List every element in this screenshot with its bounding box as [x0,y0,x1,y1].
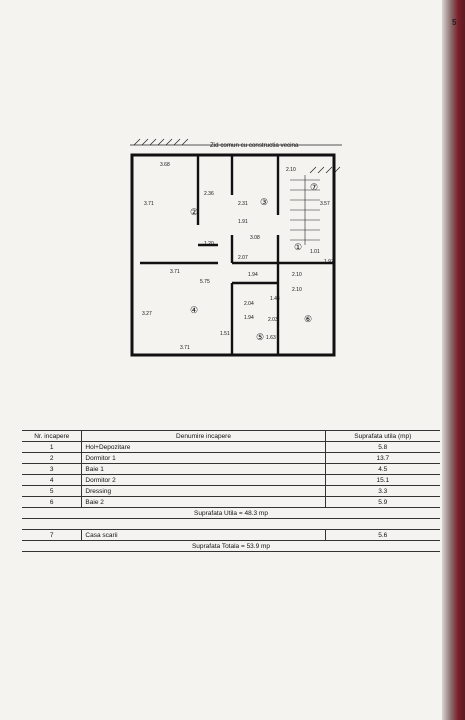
row-nr: 1 [22,442,82,453]
table-row [22,453,440,464]
row-area: 5.9 [325,497,440,508]
useful-total: Suprafata Utila = 48.3 mp [22,508,440,519]
page-edge-background [442,0,465,720]
room-marker: ② [190,207,199,217]
dim-label: 3.71 [170,269,180,275]
row-area: 5.8 [325,442,440,453]
dim-label: 5.75 [200,279,210,285]
row-nr: 2 [22,453,82,464]
dim-label: 1.44 [270,296,280,302]
dim-label: 2.07 [238,255,248,261]
grand-total: Suprafata Totala = 53.9 mp [22,541,440,552]
row-area: 3.3 [325,486,440,497]
row-name: Dormitor 2 [82,475,325,486]
dim-label: 1.91 [238,219,248,225]
grand-total-row [22,541,440,552]
table-row [22,464,440,475]
room-marker: ⑥ [304,314,313,324]
room-marker: ④ [190,305,199,315]
row-nr: 5 [22,486,82,497]
useful-total-row [22,508,440,519]
row-area: 5.6 [325,530,440,541]
row-name: Hol+Depozitare [82,442,325,453]
dim-label: 3.68 [160,162,170,168]
floor-plan [120,135,350,375]
dim-label: 1.20 [204,241,214,247]
dim-label: 1.97 [324,259,334,265]
spacer-row [22,519,440,530]
row-name: Casa scarii [82,530,325,541]
dim-label: 2.31 [238,201,248,207]
spacer-cell [22,519,440,530]
dim-label: 3.71 [180,345,190,351]
stair-row [22,530,440,541]
table-row [22,442,440,453]
room-marker: ⑤ [256,332,265,342]
rooms-table-wrap [22,430,440,552]
table-row [22,497,440,508]
dim-label: 3.71 [144,201,154,207]
table-row [22,486,440,497]
row-name: Dressing [82,486,325,497]
row-nr: 7 [22,530,82,541]
dim-label: 2.10 [292,287,302,293]
dim-label: 2.36 [204,191,214,197]
row-area: 4.5 [325,464,440,475]
dim-label: 2.04 [244,301,254,307]
table-header-row [22,431,440,442]
dim-label: 1.51 [220,331,230,337]
header-name: Denumire incapere [82,431,325,442]
dim-label: 3.27 [142,311,152,317]
row-nr: 4 [22,475,82,486]
page-number: 5 [452,18,457,27]
row-nr: 3 [22,464,82,475]
row-name: Dormitor 1 [82,453,325,464]
dim-label: 2.10 [286,167,296,173]
rooms-table [22,430,440,552]
room-marker: ① [294,242,303,252]
dim-label: 3.08 [250,235,260,241]
row-name: Baie 1 [82,464,325,475]
dim-label: 1.63 [266,335,276,341]
dim-label: 2.03 [268,317,278,323]
neighbour-wall-label: Zid comun cu constructia vecina [210,142,299,149]
row-name: Baie 2 [82,497,325,508]
dim-label: 1.94 [248,272,258,278]
room-marker: ③ [260,197,269,207]
dim-label: 1.01 [310,249,320,255]
dim-label: 2.10 [292,272,302,278]
row-area: 15.1 [325,475,440,486]
row-nr: 6 [22,497,82,508]
table-row [22,475,440,486]
room-marker: ⑦ [310,182,319,192]
dim-label: 3.57 [320,201,330,207]
header-nr: Nr. incapere [22,431,82,442]
header-area: Suprafata utila (mp) [325,431,440,442]
dim-label: 1.94 [244,315,254,321]
row-area: 13.7 [325,453,440,464]
